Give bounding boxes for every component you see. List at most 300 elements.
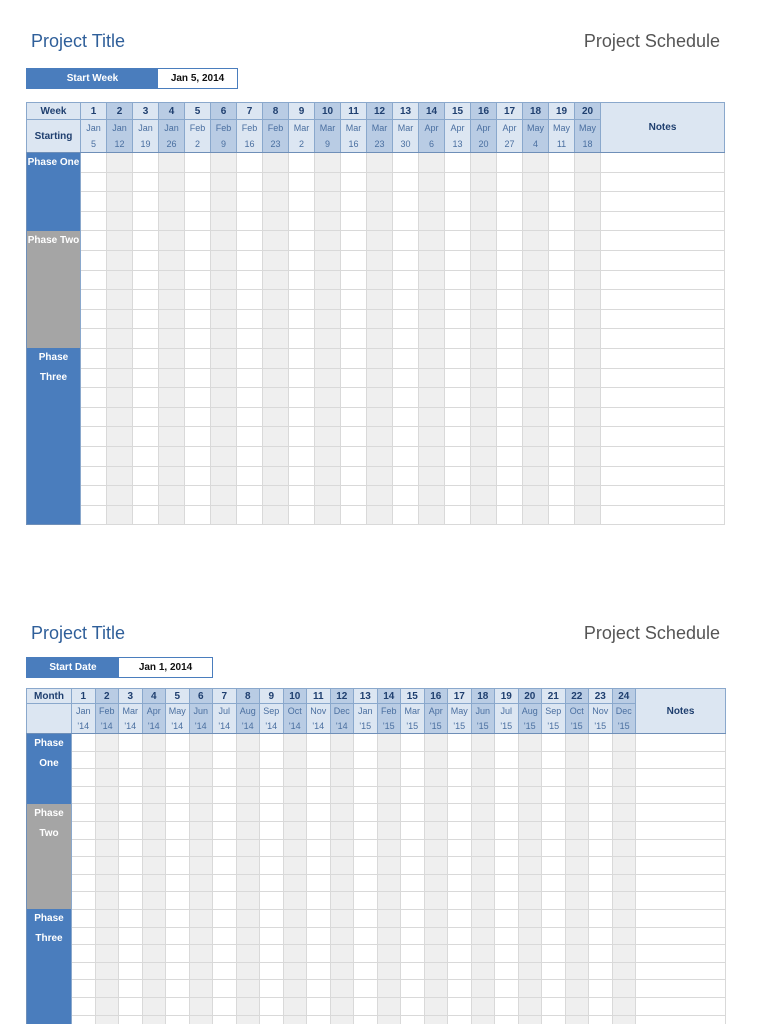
- weekly-schedule-cell[interactable]: [471, 231, 497, 251]
- monthly-schedule-cell[interactable]: [213, 839, 237, 857]
- weekly-schedule-cell[interactable]: [237, 290, 263, 310]
- monthly-schedule-cell[interactable]: [377, 734, 401, 752]
- monthly-schedule-cell[interactable]: [95, 734, 119, 752]
- monthly-schedule-cell[interactable]: [518, 821, 542, 839]
- weekly-schedule-cell[interactable]: [315, 446, 341, 466]
- monthly-schedule-cell[interactable]: [330, 892, 354, 910]
- weekly-schedule-cell[interactable]: [263, 270, 289, 290]
- monthly-schedule-cell[interactable]: [189, 962, 213, 980]
- monthly-schedule-cell[interactable]: [307, 909, 331, 927]
- weekly-schedule-cell[interactable]: [549, 192, 575, 212]
- monthly-schedule-cell[interactable]: [119, 1015, 143, 1024]
- monthly-schedule-cell[interactable]: [213, 751, 237, 769]
- monthly-schedule-cell[interactable]: [166, 857, 190, 875]
- weekly-schedule-cell[interactable]: [185, 466, 211, 486]
- monthly-schedule-cell[interactable]: [377, 909, 401, 927]
- weekly-schedule-cell[interactable]: [549, 211, 575, 231]
- monthly-schedule-cell[interactable]: [354, 769, 378, 787]
- weekly-schedule-cell[interactable]: [133, 407, 159, 427]
- monthly-schedule-cell[interactable]: [307, 997, 331, 1015]
- weekly-schedule-cell[interactable]: [159, 427, 185, 447]
- monthly-schedule-cell[interactable]: [471, 945, 495, 963]
- weekly-schedule-cell[interactable]: [367, 368, 393, 388]
- monthly-schedule-cell[interactable]: [495, 857, 519, 875]
- monthly-schedule-cell[interactable]: [589, 927, 613, 945]
- weekly-schedule-cell[interactable]: [315, 250, 341, 270]
- monthly-schedule-cell[interactable]: [72, 962, 96, 980]
- weekly-schedule-cell[interactable]: [185, 153, 211, 173]
- monthly-schedule-cell[interactable]: [589, 945, 613, 963]
- monthly-schedule-cell[interactable]: [95, 874, 119, 892]
- weekly-schedule-cell[interactable]: [107, 329, 133, 349]
- weekly-schedule-cell[interactable]: [81, 270, 107, 290]
- monthly-schedule-cell[interactable]: [612, 734, 636, 752]
- monthly-schedule-cell[interactable]: [213, 997, 237, 1015]
- weekly-schedule-cell[interactable]: [133, 153, 159, 173]
- monthly-schedule-cell[interactable]: [401, 997, 425, 1015]
- weekly-schedule-cell[interactable]: [367, 290, 393, 310]
- weekly-schedule-cell[interactable]: [237, 446, 263, 466]
- monthly-schedule-cell[interactable]: [213, 857, 237, 875]
- weekly-schedule-cell[interactable]: [159, 211, 185, 231]
- weekly-schedule-cell[interactable]: [367, 231, 393, 251]
- monthly-schedule-cell[interactable]: [589, 962, 613, 980]
- monthly-schedule-cell[interactable]: [565, 1015, 589, 1024]
- monthly-schedule-cell[interactable]: [471, 769, 495, 787]
- weekly-notes-cell[interactable]: [601, 153, 725, 173]
- weekly-start-value[interactable]: Jan 5, 2014: [158, 69, 237, 88]
- monthly-schedule-cell[interactable]: [283, 734, 307, 752]
- monthly-schedule-cell[interactable]: [377, 751, 401, 769]
- monthly-schedule-cell[interactable]: [518, 1015, 542, 1024]
- weekly-schedule-cell[interactable]: [159, 309, 185, 329]
- weekly-schedule-cell[interactable]: [159, 466, 185, 486]
- weekly-schedule-cell[interactable]: [445, 329, 471, 349]
- weekly-schedule-cell[interactable]: [419, 231, 445, 251]
- weekly-schedule-cell[interactable]: [81, 348, 107, 368]
- weekly-schedule-cell[interactable]: [497, 368, 523, 388]
- weekly-schedule-cell[interactable]: [549, 270, 575, 290]
- monthly-schedule-cell[interactable]: [518, 769, 542, 787]
- monthly-schedule-cell[interactable]: [283, 874, 307, 892]
- monthly-schedule-cell[interactable]: [330, 751, 354, 769]
- weekly-schedule-cell[interactable]: [211, 309, 237, 329]
- weekly-schedule-cell[interactable]: [523, 427, 549, 447]
- monthly-schedule-cell[interactable]: [189, 927, 213, 945]
- weekly-schedule-cell[interactable]: [575, 231, 601, 251]
- weekly-notes-cell[interactable]: [601, 466, 725, 486]
- weekly-schedule-cell[interactable]: [81, 231, 107, 251]
- weekly-notes-cell[interactable]: [601, 486, 725, 506]
- monthly-schedule-cell[interactable]: [401, 909, 425, 927]
- monthly-schedule-cell[interactable]: [213, 769, 237, 787]
- monthly-schedule-cell[interactable]: [236, 980, 260, 998]
- weekly-schedule-cell[interactable]: [185, 172, 211, 192]
- monthly-schedule-cell[interactable]: [612, 821, 636, 839]
- monthly-schedule-cell[interactable]: [236, 821, 260, 839]
- monthly-schedule-cell[interactable]: [471, 874, 495, 892]
- weekly-schedule-cell[interactable]: [237, 368, 263, 388]
- weekly-schedule-cell[interactable]: [575, 348, 601, 368]
- weekly-schedule-cell[interactable]: [419, 309, 445, 329]
- monthly-schedule-cell[interactable]: [354, 997, 378, 1015]
- monthly-schedule-cell[interactable]: [119, 874, 143, 892]
- weekly-schedule-cell[interactable]: [133, 192, 159, 212]
- weekly-schedule-cell[interactable]: [341, 446, 367, 466]
- monthly-notes-cell[interactable]: [636, 980, 726, 998]
- monthly-schedule-cell[interactable]: [166, 927, 190, 945]
- monthly-schedule-cell[interactable]: [166, 751, 190, 769]
- monthly-schedule-cell[interactable]: [95, 927, 119, 945]
- monthly-schedule-cell[interactable]: [401, 751, 425, 769]
- weekly-schedule-cell[interactable]: [315, 466, 341, 486]
- monthly-schedule-cell[interactable]: [424, 857, 448, 875]
- monthly-schedule-cell[interactable]: [565, 980, 589, 998]
- monthly-schedule-cell[interactable]: [424, 927, 448, 945]
- weekly-schedule-cell[interactable]: [81, 407, 107, 427]
- weekly-schedule-cell[interactable]: [549, 309, 575, 329]
- monthly-schedule-cell[interactable]: [448, 874, 472, 892]
- monthly-schedule-cell[interactable]: [189, 997, 213, 1015]
- weekly-notes-cell[interactable]: [601, 309, 725, 329]
- weekly-schedule-cell[interactable]: [159, 231, 185, 251]
- monthly-schedule-cell[interactable]: [119, 821, 143, 839]
- monthly-schedule-cell[interactable]: [542, 927, 566, 945]
- monthly-schedule-cell[interactable]: [424, 1015, 448, 1024]
- weekly-schedule-cell[interactable]: [211, 270, 237, 290]
- weekly-schedule-cell[interactable]: [419, 427, 445, 447]
- monthly-schedule-cell[interactable]: [72, 909, 96, 927]
- monthly-schedule-cell[interactable]: [307, 980, 331, 998]
- weekly-schedule-cell[interactable]: [367, 446, 393, 466]
- weekly-schedule-cell[interactable]: [393, 505, 419, 525]
- weekly-schedule-cell[interactable]: [549, 505, 575, 525]
- monthly-schedule-cell[interactable]: [424, 734, 448, 752]
- monthly-schedule-cell[interactable]: [119, 839, 143, 857]
- weekly-schedule-cell[interactable]: [523, 211, 549, 231]
- monthly-notes-cell[interactable]: [636, 769, 726, 787]
- weekly-schedule-cell[interactable]: [341, 466, 367, 486]
- monthly-schedule-cell[interactable]: [589, 874, 613, 892]
- monthly-schedule-cell[interactable]: [307, 751, 331, 769]
- monthly-schedule-cell[interactable]: [495, 751, 519, 769]
- weekly-schedule-cell[interactable]: [289, 427, 315, 447]
- weekly-schedule-cell[interactable]: [159, 486, 185, 506]
- monthly-schedule-cell[interactable]: [424, 892, 448, 910]
- weekly-schedule-cell[interactable]: [133, 270, 159, 290]
- weekly-schedule-cell[interactable]: [263, 348, 289, 368]
- monthly-schedule-cell[interactable]: [142, 927, 166, 945]
- monthly-schedule-cell[interactable]: [166, 804, 190, 822]
- weekly-schedule-cell[interactable]: [575, 192, 601, 212]
- monthly-schedule-cell[interactable]: [213, 909, 237, 927]
- monthly-schedule-cell[interactable]: [119, 857, 143, 875]
- monthly-schedule-cell[interactable]: [189, 980, 213, 998]
- monthly-schedule-cell[interactable]: [189, 909, 213, 927]
- weekly-schedule-cell[interactable]: [133, 231, 159, 251]
- weekly-schedule-cell[interactable]: [575, 427, 601, 447]
- monthly-schedule-cell[interactable]: [260, 945, 284, 963]
- monthly-schedule-cell[interactable]: [401, 804, 425, 822]
- weekly-schedule-cell[interactable]: [523, 231, 549, 251]
- weekly-schedule-cell[interactable]: [263, 192, 289, 212]
- weekly-schedule-cell[interactable]: [159, 329, 185, 349]
- weekly-schedule-cell[interactable]: [315, 388, 341, 408]
- monthly-schedule-cell[interactable]: [612, 857, 636, 875]
- monthly-schedule-cell[interactable]: [142, 804, 166, 822]
- weekly-schedule-cell[interactable]: [133, 250, 159, 270]
- monthly-schedule-cell[interactable]: [424, 874, 448, 892]
- monthly-schedule-cell[interactable]: [72, 734, 96, 752]
- weekly-schedule-cell[interactable]: [523, 505, 549, 525]
- weekly-schedule-cell[interactable]: [575, 153, 601, 173]
- weekly-schedule-cell[interactable]: [497, 309, 523, 329]
- weekly-schedule-cell[interactable]: [81, 290, 107, 310]
- weekly-schedule-cell[interactable]: [81, 309, 107, 329]
- weekly-schedule-cell[interactable]: [393, 250, 419, 270]
- monthly-schedule-cell[interactable]: [377, 769, 401, 787]
- weekly-schedule-cell[interactable]: [133, 446, 159, 466]
- monthly-schedule-cell[interactable]: [401, 892, 425, 910]
- monthly-schedule-cell[interactable]: [471, 980, 495, 998]
- weekly-schedule-cell[interactable]: [393, 290, 419, 310]
- monthly-schedule-cell[interactable]: [72, 769, 96, 787]
- weekly-notes-cell[interactable]: [601, 250, 725, 270]
- monthly-schedule-cell[interactable]: [354, 892, 378, 910]
- weekly-schedule-cell[interactable]: [497, 211, 523, 231]
- monthly-schedule-cell[interactable]: [236, 997, 260, 1015]
- weekly-schedule-cell[interactable]: [367, 270, 393, 290]
- monthly-schedule-cell[interactable]: [330, 962, 354, 980]
- weekly-schedule-cell[interactable]: [393, 466, 419, 486]
- weekly-schedule-cell[interactable]: [445, 270, 471, 290]
- weekly-schedule-cell[interactable]: [289, 368, 315, 388]
- weekly-schedule-cell[interactable]: [81, 192, 107, 212]
- monthly-schedule-cell[interactable]: [72, 1015, 96, 1024]
- weekly-schedule-cell[interactable]: [133, 368, 159, 388]
- weekly-schedule-cell[interactable]: [419, 270, 445, 290]
- weekly-schedule-cell[interactable]: [263, 407, 289, 427]
- weekly-schedule-cell[interactable]: [315, 505, 341, 525]
- monthly-schedule-cell[interactable]: [448, 909, 472, 927]
- monthly-schedule-cell[interactable]: [518, 909, 542, 927]
- weekly-schedule-cell[interactable]: [133, 486, 159, 506]
- monthly-schedule-cell[interactable]: [330, 821, 354, 839]
- monthly-schedule-cell[interactable]: [448, 734, 472, 752]
- weekly-schedule-cell[interactable]: [497, 427, 523, 447]
- weekly-schedule-cell[interactable]: [341, 290, 367, 310]
- weekly-schedule-cell[interactable]: [211, 368, 237, 388]
- monthly-schedule-cell[interactable]: [495, 839, 519, 857]
- monthly-schedule-cell[interactable]: [142, 751, 166, 769]
- weekly-schedule-cell[interactable]: [549, 486, 575, 506]
- weekly-schedule-cell[interactable]: [289, 348, 315, 368]
- monthly-schedule-cell[interactable]: [448, 804, 472, 822]
- weekly-schedule-cell[interactable]: [81, 153, 107, 173]
- monthly-schedule-cell[interactable]: [518, 874, 542, 892]
- weekly-schedule-cell[interactable]: [445, 446, 471, 466]
- weekly-schedule-cell[interactable]: [107, 290, 133, 310]
- monthly-schedule-cell[interactable]: [142, 980, 166, 998]
- monthly-schedule-cell[interactable]: [495, 962, 519, 980]
- monthly-schedule-cell[interactable]: [448, 769, 472, 787]
- weekly-schedule-cell[interactable]: [549, 427, 575, 447]
- weekly-schedule-cell[interactable]: [497, 231, 523, 251]
- monthly-schedule-cell[interactable]: [260, 751, 284, 769]
- weekly-schedule-cell[interactable]: [419, 290, 445, 310]
- weekly-schedule-cell[interactable]: [471, 329, 497, 349]
- monthly-schedule-cell[interactable]: [471, 734, 495, 752]
- weekly-schedule-cell[interactable]: [107, 486, 133, 506]
- monthly-schedule-cell[interactable]: [471, 927, 495, 945]
- weekly-schedule-cell[interactable]: [367, 172, 393, 192]
- weekly-schedule-cell[interactable]: [237, 388, 263, 408]
- weekly-schedule-cell[interactable]: [575, 309, 601, 329]
- weekly-schedule-cell[interactable]: [289, 309, 315, 329]
- monthly-schedule-cell[interactable]: [189, 857, 213, 875]
- weekly-schedule-cell[interactable]: [237, 486, 263, 506]
- monthly-schedule-cell[interactable]: [542, 786, 566, 804]
- weekly-schedule-cell[interactable]: [315, 309, 341, 329]
- weekly-schedule-cell[interactable]: [315, 407, 341, 427]
- monthly-schedule-cell[interactable]: [612, 997, 636, 1015]
- weekly-schedule-cell[interactable]: [107, 270, 133, 290]
- monthly-schedule-cell[interactable]: [166, 945, 190, 963]
- monthly-schedule-cell[interactable]: [72, 997, 96, 1015]
- weekly-schedule-cell[interactable]: [263, 153, 289, 173]
- monthly-schedule-cell[interactable]: [142, 1015, 166, 1024]
- monthly-schedule-cell[interactable]: [354, 821, 378, 839]
- weekly-schedule-cell[interactable]: [211, 427, 237, 447]
- weekly-schedule-cell[interactable]: [393, 192, 419, 212]
- monthly-schedule-cell[interactable]: [565, 751, 589, 769]
- monthly-schedule-cell[interactable]: [401, 962, 425, 980]
- monthly-schedule-cell[interactable]: [612, 751, 636, 769]
- weekly-schedule-cell[interactable]: [159, 407, 185, 427]
- weekly-schedule-cell[interactable]: [159, 172, 185, 192]
- weekly-schedule-cell[interactable]: [289, 388, 315, 408]
- monthly-schedule-cell[interactable]: [236, 874, 260, 892]
- weekly-schedule-cell[interactable]: [185, 192, 211, 212]
- weekly-schedule-cell[interactable]: [107, 505, 133, 525]
- monthly-schedule-cell[interactable]: [448, 892, 472, 910]
- monthly-schedule-cell[interactable]: [612, 804, 636, 822]
- weekly-schedule-cell[interactable]: [523, 172, 549, 192]
- monthly-schedule-cell[interactable]: [142, 962, 166, 980]
- weekly-schedule-cell[interactable]: [211, 192, 237, 212]
- monthly-schedule-cell[interactable]: [589, 804, 613, 822]
- monthly-notes-cell[interactable]: [636, 874, 726, 892]
- monthly-schedule-cell[interactable]: [307, 804, 331, 822]
- weekly-schedule-cell[interactable]: [237, 407, 263, 427]
- monthly-schedule-cell[interactable]: [189, 751, 213, 769]
- weekly-schedule-cell[interactable]: [237, 270, 263, 290]
- weekly-schedule-cell[interactable]: [471, 348, 497, 368]
- weekly-schedule-cell[interactable]: [497, 153, 523, 173]
- weekly-schedule-cell[interactable]: [81, 486, 107, 506]
- monthly-schedule-cell[interactable]: [401, 857, 425, 875]
- weekly-schedule-cell[interactable]: [133, 211, 159, 231]
- weekly-schedule-cell[interactable]: [237, 192, 263, 212]
- weekly-schedule-cell[interactable]: [107, 368, 133, 388]
- monthly-schedule-cell[interactable]: [377, 821, 401, 839]
- weekly-schedule-cell[interactable]: [263, 427, 289, 447]
- weekly-schedule-cell[interactable]: [107, 348, 133, 368]
- weekly-schedule-cell[interactable]: [185, 446, 211, 466]
- weekly-schedule-cell[interactable]: [211, 250, 237, 270]
- monthly-schedule-cell[interactable]: [307, 874, 331, 892]
- monthly-schedule-cell[interactable]: [142, 821, 166, 839]
- monthly-schedule-cell[interactable]: [166, 839, 190, 857]
- monthly-schedule-cell[interactable]: [542, 892, 566, 910]
- weekly-schedule-cell[interactable]: [445, 466, 471, 486]
- weekly-schedule-cell[interactable]: [341, 270, 367, 290]
- monthly-schedule-cell[interactable]: [354, 839, 378, 857]
- weekly-schedule-cell[interactable]: [237, 172, 263, 192]
- weekly-schedule-cell[interactable]: [445, 250, 471, 270]
- weekly-schedule-cell[interactable]: [497, 348, 523, 368]
- monthly-schedule-cell[interactable]: [448, 857, 472, 875]
- weekly-schedule-cell[interactable]: [445, 153, 471, 173]
- weekly-schedule-cell[interactable]: [367, 153, 393, 173]
- weekly-schedule-cell[interactable]: [211, 466, 237, 486]
- weekly-schedule-cell[interactable]: [471, 407, 497, 427]
- monthly-schedule-cell[interactable]: [565, 945, 589, 963]
- monthly-schedule-cell[interactable]: [189, 769, 213, 787]
- weekly-schedule-cell[interactable]: [81, 211, 107, 231]
- weekly-schedule-cell[interactable]: [523, 309, 549, 329]
- weekly-schedule-cell[interactable]: [211, 505, 237, 525]
- monthly-schedule-cell[interactable]: [189, 821, 213, 839]
- weekly-schedule-cell[interactable]: [575, 388, 601, 408]
- monthly-schedule-cell[interactable]: [377, 857, 401, 875]
- monthly-schedule-cell[interactable]: [495, 945, 519, 963]
- monthly-schedule-cell[interactable]: [72, 857, 96, 875]
- monthly-schedule-cell[interactable]: [72, 786, 96, 804]
- monthly-schedule-cell[interactable]: [95, 839, 119, 857]
- monthly-schedule-cell[interactable]: [166, 821, 190, 839]
- monthly-schedule-cell[interactable]: [307, 927, 331, 945]
- weekly-schedule-cell[interactable]: [289, 153, 315, 173]
- monthly-schedule-cell[interactable]: [95, 769, 119, 787]
- weekly-schedule-cell[interactable]: [445, 388, 471, 408]
- weekly-schedule-cell[interactable]: [237, 348, 263, 368]
- weekly-schedule-cell[interactable]: [107, 466, 133, 486]
- monthly-schedule-cell[interactable]: [236, 734, 260, 752]
- monthly-schedule-cell[interactable]: [471, 821, 495, 839]
- monthly-schedule-cell[interactable]: [495, 997, 519, 1015]
- weekly-schedule-cell[interactable]: [315, 368, 341, 388]
- monthly-schedule-cell[interactable]: [471, 786, 495, 804]
- weekly-schedule-cell[interactable]: [575, 368, 601, 388]
- weekly-schedule-cell[interactable]: [445, 368, 471, 388]
- monthly-schedule-cell[interactable]: [377, 892, 401, 910]
- weekly-notes-cell[interactable]: [601, 368, 725, 388]
- monthly-schedule-cell[interactable]: [471, 909, 495, 927]
- monthly-schedule-cell[interactable]: [142, 839, 166, 857]
- monthly-schedule-cell[interactable]: [236, 1015, 260, 1024]
- weekly-schedule-cell[interactable]: [185, 309, 211, 329]
- monthly-schedule-cell[interactable]: [518, 980, 542, 998]
- monthly-schedule-cell[interactable]: [283, 962, 307, 980]
- weekly-notes-cell[interactable]: [601, 505, 725, 525]
- weekly-schedule-cell[interactable]: [523, 368, 549, 388]
- monthly-schedule-cell[interactable]: [518, 997, 542, 1015]
- monthly-schedule-cell[interactable]: [95, 980, 119, 998]
- monthly-schedule-cell[interactable]: [471, 892, 495, 910]
- monthly-schedule-cell[interactable]: [330, 909, 354, 927]
- monthly-schedule-cell[interactable]: [612, 892, 636, 910]
